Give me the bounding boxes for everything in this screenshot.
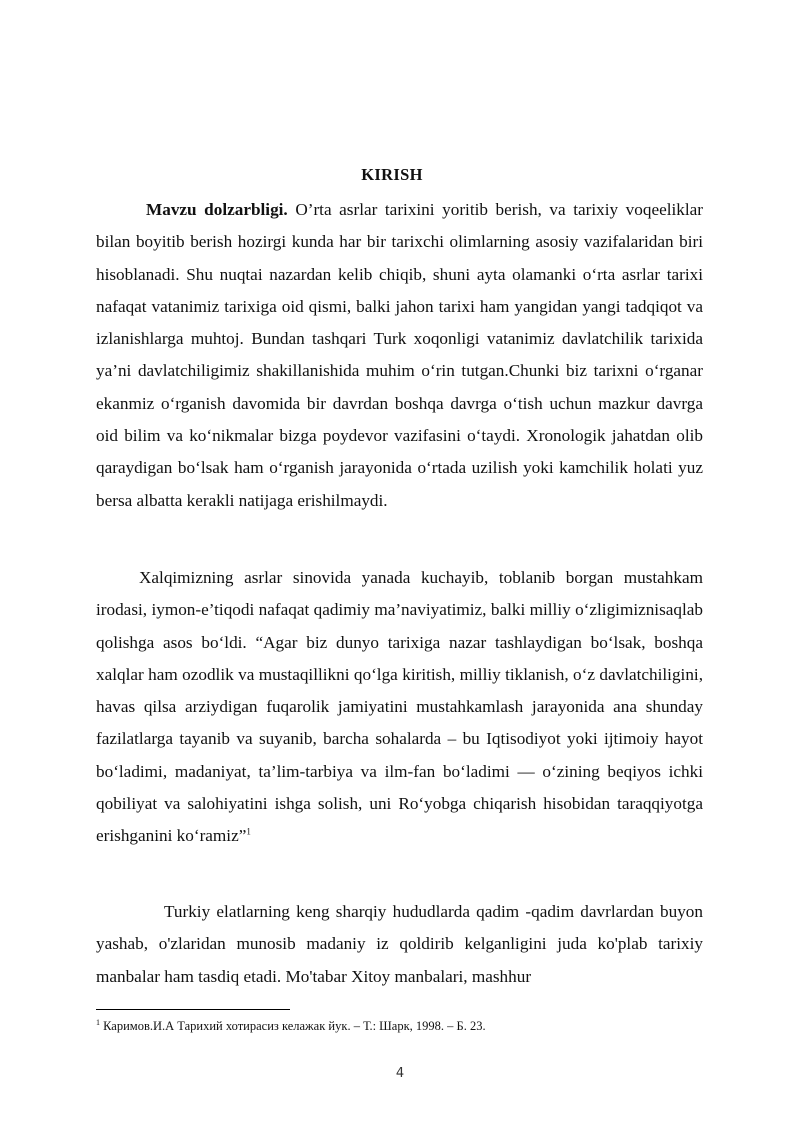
footnote-separator xyxy=(96,1009,290,1010)
footnote-text: Каримов.И.А Тарихий хотирасиз келажак йук. – Т.: Шарк, 1998. – Б. 23. xyxy=(100,1019,486,1033)
footnote-marker: 1 xyxy=(96,1017,100,1027)
page-number: 4 xyxy=(395,1066,405,1081)
footnote xyxy=(96,1018,716,1034)
section-heading: KIRISH xyxy=(361,165,423,184)
paragraph-sources xyxy=(96,896,703,993)
footnote-reference[interactable]: 1 xyxy=(246,826,251,837)
paragraph-text: Xalqimizning asrlar sinovida yanada kuchayib, toblanib borgan mustahkam irodasi, iymon-e’tiqodi nafaqat qadimiy ma’naviyatimiz, balki milliy o‘zligimiznisaqlab qolishga asos bo‘ldi. “Agar biz dunyo tarixiga nazar tashlaydigan bo‘lsak, boshqa xalqlar ham ozodlik va mustaqillikni qo‘lga kiritish, milliy tiklanish, o‘z davlatchiligini, havas qilsa arziydigan fuqarolik jamiyatini mustahkamlash jarayonida ana shunday fazilatlarga tayanib va suyanib, barcha sohalarda – bu Iqtisodiyot yoki ijtimoiy hayot bo‘ladimi, madaniyat, ta’lim-tarbiya va ilm-fan bo‘ladimi — o‘zining beqiyos ichki qobiliyat va salohiyatini ishga solish, uni Ro‘yobga chiqarish hisobidan taraqqiyotga erishganini ko‘ramiz” xyxy=(96,568,703,846)
paragraph-quote xyxy=(96,562,703,853)
paragraph-lead: Mavzu dolzarbligi. xyxy=(146,200,288,219)
paragraph-text: Turkiy elatlarning keng sharqiy hududlarda qadim -qadim davrlardan buyon yashab, o'zlaridan munosib madaniy iz qoldirib kelganligini juda ko'plab tarixiy manbalar ham tasdiq etadi. Mo'tabar Xitoy manbalari, mashhur xyxy=(96,902,703,986)
paragraph-text: O’rta asrlar tarixini yoritib berish, va tarixiy voqeeliklar bilan boyitib berish hozirgi kunda har bir tarixchi olimlarning asosiy vazifalaridan biri hisoblanadi. Shu nuqtai nazardan kelib chiqib, shuni ayta olamanki o‘rta asrlar tarixi nafaqat vatanimiz tarixiga oid qismi, balki jahon tarixi ham yangidan yangi tadqiqot va izlanishlarga muhtoj. Bundan tashqari Turk xoqonligi vatanimiz davlatchilik tarixida ya’ni davlatchiligimiz shakillanishida muhim o‘rin tutgan.Chunki biz tarixni o‘rganar ekanmiz o‘rganish davomida bir davrdan boshqa davrga o‘tish uchun mazkur davrga oid bilim va ko‘nikmalar bizga poydevor vazifasini o‘taydi. Xronologik jahatdan olib qaraydigan bo‘lsak ham o‘rganish jarayonida o‘rtada uzilish yoki kamchilik holati yuz bersa albatta kerakli natijaga erishilmaydi. xyxy=(96,200,703,510)
paragraph-relevance xyxy=(96,194,703,517)
